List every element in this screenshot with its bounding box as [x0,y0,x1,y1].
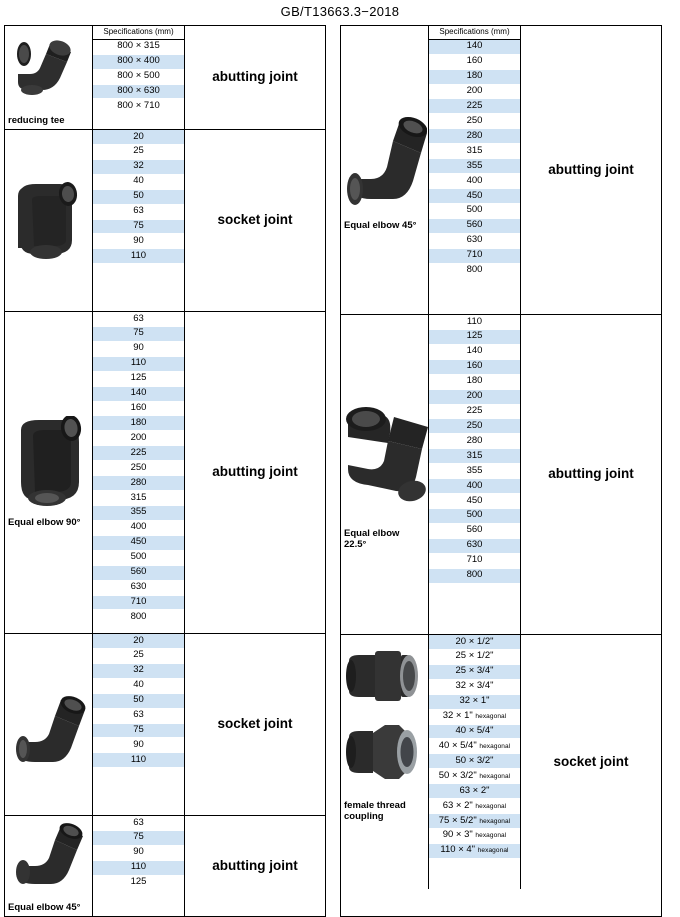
spec-note: hexagonal [479,817,511,825]
row-equal-elbow-22-5-abutting [341,315,661,635]
spec-row: 50 [93,190,184,205]
spec-row: 110 [93,357,184,372]
spec-text: 40 × 5/4" [438,739,477,751]
spec-row: 710 [429,554,520,569]
reducing-tee-icon [12,34,86,96]
spec-row [429,695,520,710]
spec-row [429,725,520,740]
product-image-cell [341,315,429,634]
spec-row: 63 [93,205,184,220]
joint-type: abutting joint [212,69,298,85]
product-image-cell [341,26,429,314]
spec-row: 400 [429,479,520,494]
spec-text: 50 × 3/2" [455,754,494,766]
product-caption-line1: female thread [344,800,406,811]
spec-row: 160 [93,402,184,417]
equal-elbow-90-icon [9,416,89,512]
spec-row [429,665,520,680]
spec-header: Specifications (mm) [93,26,184,40]
spec-row: 280 [429,434,520,449]
spec-text: 63 × 2" [442,799,473,811]
spec-row: 710 [429,249,520,264]
spec-row: 63 [93,816,184,831]
spec-row: 160 [429,55,520,70]
product-image-cell [341,635,429,889]
spec-row: 20 [93,634,184,649]
row-equal-elbow-90-abutting [5,312,325,634]
spec-row: 140 [93,387,184,402]
spec-text: 63 × 2" [459,784,490,796]
spec-row: 315 [93,491,184,506]
spec-row: 560 [429,524,520,539]
spec-row: 630 [93,581,184,596]
product-image-cell [5,26,93,129]
spec-row: 450 [429,494,520,509]
female-thread-coupling-icon [345,645,425,707]
spec-row [429,739,520,754]
joint-type: abutting joint [212,857,298,873]
equal-elbow-45-icon [343,109,427,215]
specification-sheet [0,25,680,917]
spec-row [429,769,520,784]
spec-row: 800 × 500 [93,70,184,85]
spec-row: 140 [429,345,520,360]
spec-row: 800 [429,264,520,279]
spec-row: 355 [93,506,184,521]
spec-note: hexagonal [475,713,507,721]
spec-row: 315 [429,449,520,464]
row-female-thread-coupling [341,635,661,889]
spec-row: 315 [429,144,520,159]
spec-note: hexagonal [479,742,511,750]
spec-row [429,650,520,665]
spec-row: 75 [93,327,184,342]
spec-row [429,814,520,829]
spec-row: 110 [93,249,184,264]
spec-row: 400 [93,521,184,536]
spec-row: 250 [93,461,184,476]
product-caption-line1: Equal elbow [344,527,400,539]
spec-row: 25 [93,649,184,664]
spec-text: 110 × 4" [440,844,476,856]
spec-row: 110 [429,315,520,330]
spec-text: 32 × 3/4" [455,680,494,692]
spec-row: 800 × 400 [93,55,184,70]
spec-note: hexagonal [475,802,507,810]
product-image-cell [5,312,93,633]
spec-row: 225 [93,446,184,461]
spec-row: 630 [429,539,520,554]
female-thread-coupling-hex-icon [345,721,425,783]
equal-elbow-22-5-icon [342,399,428,519]
spec-row: 32 [93,160,184,175]
spec-row: 200 [93,431,184,446]
spec-row: 20 [93,130,184,145]
spec-list [93,130,185,311]
spec-note: hexagonal [477,847,509,855]
spec-row: 355 [429,159,520,174]
joint-type: abutting joint [548,466,634,482]
equal-elbow-45-icon [9,682,89,768]
spec-row: 63 [93,709,184,724]
spec-header: Specifications (mm) [429,26,520,40]
spec-row [429,680,520,695]
spec-row: 450 [429,189,520,204]
spec-row: 560 [93,566,184,581]
product-image-cell [5,130,93,311]
spec-row [429,829,520,844]
spec-text: 20 × 1/2" [455,635,494,647]
spec-row: 800 × 630 [93,85,184,100]
spec-text: 75 × 5/2" [438,814,477,826]
spec-row: 140 [429,40,520,55]
spec-row [429,799,520,814]
equal-elbow-90-icon [10,178,88,264]
row-equal-elbow-90-socket [5,130,325,312]
spec-note: hexagonal [479,772,511,780]
joint-type: abutting joint [548,161,634,177]
spec-text: 40 × 5/4" [455,725,494,737]
spec-list [429,315,521,634]
spec-note: hexagonal [475,832,507,840]
spec-row: 90 [93,342,184,357]
spec-row: 710 [93,596,184,611]
spec-row: 500 [429,204,520,219]
product-image-cell [5,816,93,916]
spec-row: 90 [93,738,184,753]
spec-text: 32 × 1" [442,710,473,722]
spec-row: 125 [93,372,184,387]
spec-text: 50 × 3/2" [438,769,477,781]
spec-row: 800 [429,569,520,584]
left-column [4,25,326,917]
product-caption-line2: 22.5° [344,538,367,550]
spec-row: 250 [429,419,520,434]
spec-row: 90 [93,846,184,861]
spec-row: 180 [429,375,520,390]
row-reducing-tee [5,26,325,130]
spec-row: 250 [429,114,520,129]
spec-row: 630 [429,234,520,249]
spec-row [429,784,520,799]
page-title: GB/T13663.3−2018 [280,4,400,19]
spec-text: 25 × 3/4" [455,665,494,677]
spec-row: 800 × 710 [93,99,184,114]
spec-row: 180 [429,70,520,85]
spec-list [429,26,521,314]
row-equal-elbow-45-socket [5,634,325,816]
spec-row: 50 [93,694,184,709]
spec-row: 125 [93,876,184,891]
spec-row: 450 [93,536,184,551]
spec-text: 90 × 3" [442,829,473,841]
spec-row: 75 [93,831,184,846]
spec-row [429,635,520,650]
spec-row: 90 [93,234,184,249]
spec-row: 400 [429,174,520,189]
spec-row: 40 [93,175,184,190]
spec-row: 125 [429,330,520,345]
spec-list [93,26,185,129]
spec-row [429,710,520,725]
spec-row: 180 [93,416,184,431]
spec-text: 25 × 1/2" [455,650,494,662]
product-caption: Equal elbow 45° [344,219,417,231]
spec-row: 200 [429,85,520,100]
spec-row: 560 [429,219,520,234]
product-caption: Equal elbow 90° [8,517,81,529]
product-caption: reducing tee [8,115,65,127]
spec-row: 280 [93,476,184,491]
spec-row: 160 [429,360,520,375]
product-caption-line2: coupling [344,810,384,822]
spec-row: 75 [93,724,184,739]
spec-row: 280 [429,129,520,144]
spec-row [429,844,520,859]
spec-row: 32 [93,664,184,679]
right-column [340,25,662,917]
row-equal-elbow-45-abutting [5,816,325,916]
equal-elbow-45-icon [11,820,87,890]
spec-row: 225 [429,405,520,420]
spec-row: 500 [93,551,184,566]
product-caption: Equal elbow 45° [8,902,81,914]
spec-list [93,816,185,916]
row-equal-elbow-45-abutting-right [341,26,661,315]
spec-row: 110 [93,861,184,876]
spec-list [93,312,185,633]
spec-row: 500 [429,509,520,524]
spec-row: 40 [93,679,184,694]
joint-type: socket joint [553,753,629,769]
spec-row: 800 × 315 [93,40,184,55]
spec-text: 32 × 1" [459,695,490,707]
spec-row: 110 [93,753,184,768]
joint-type: socket joint [217,716,293,732]
spec-row: 63 [93,312,184,327]
spec-row: 225 [429,99,520,114]
spec-row: 800 [93,610,184,625]
spec-row [429,754,520,769]
product-image-cell [5,634,93,815]
spec-list [93,634,185,815]
spec-row: 25 [93,145,184,160]
spec-row: 355 [429,464,520,479]
spec-row: 75 [93,220,184,235]
joint-type: socket joint [217,212,293,228]
spec-list [429,635,521,889]
joint-type: abutting joint [212,464,298,480]
spec-row: 200 [429,390,520,405]
